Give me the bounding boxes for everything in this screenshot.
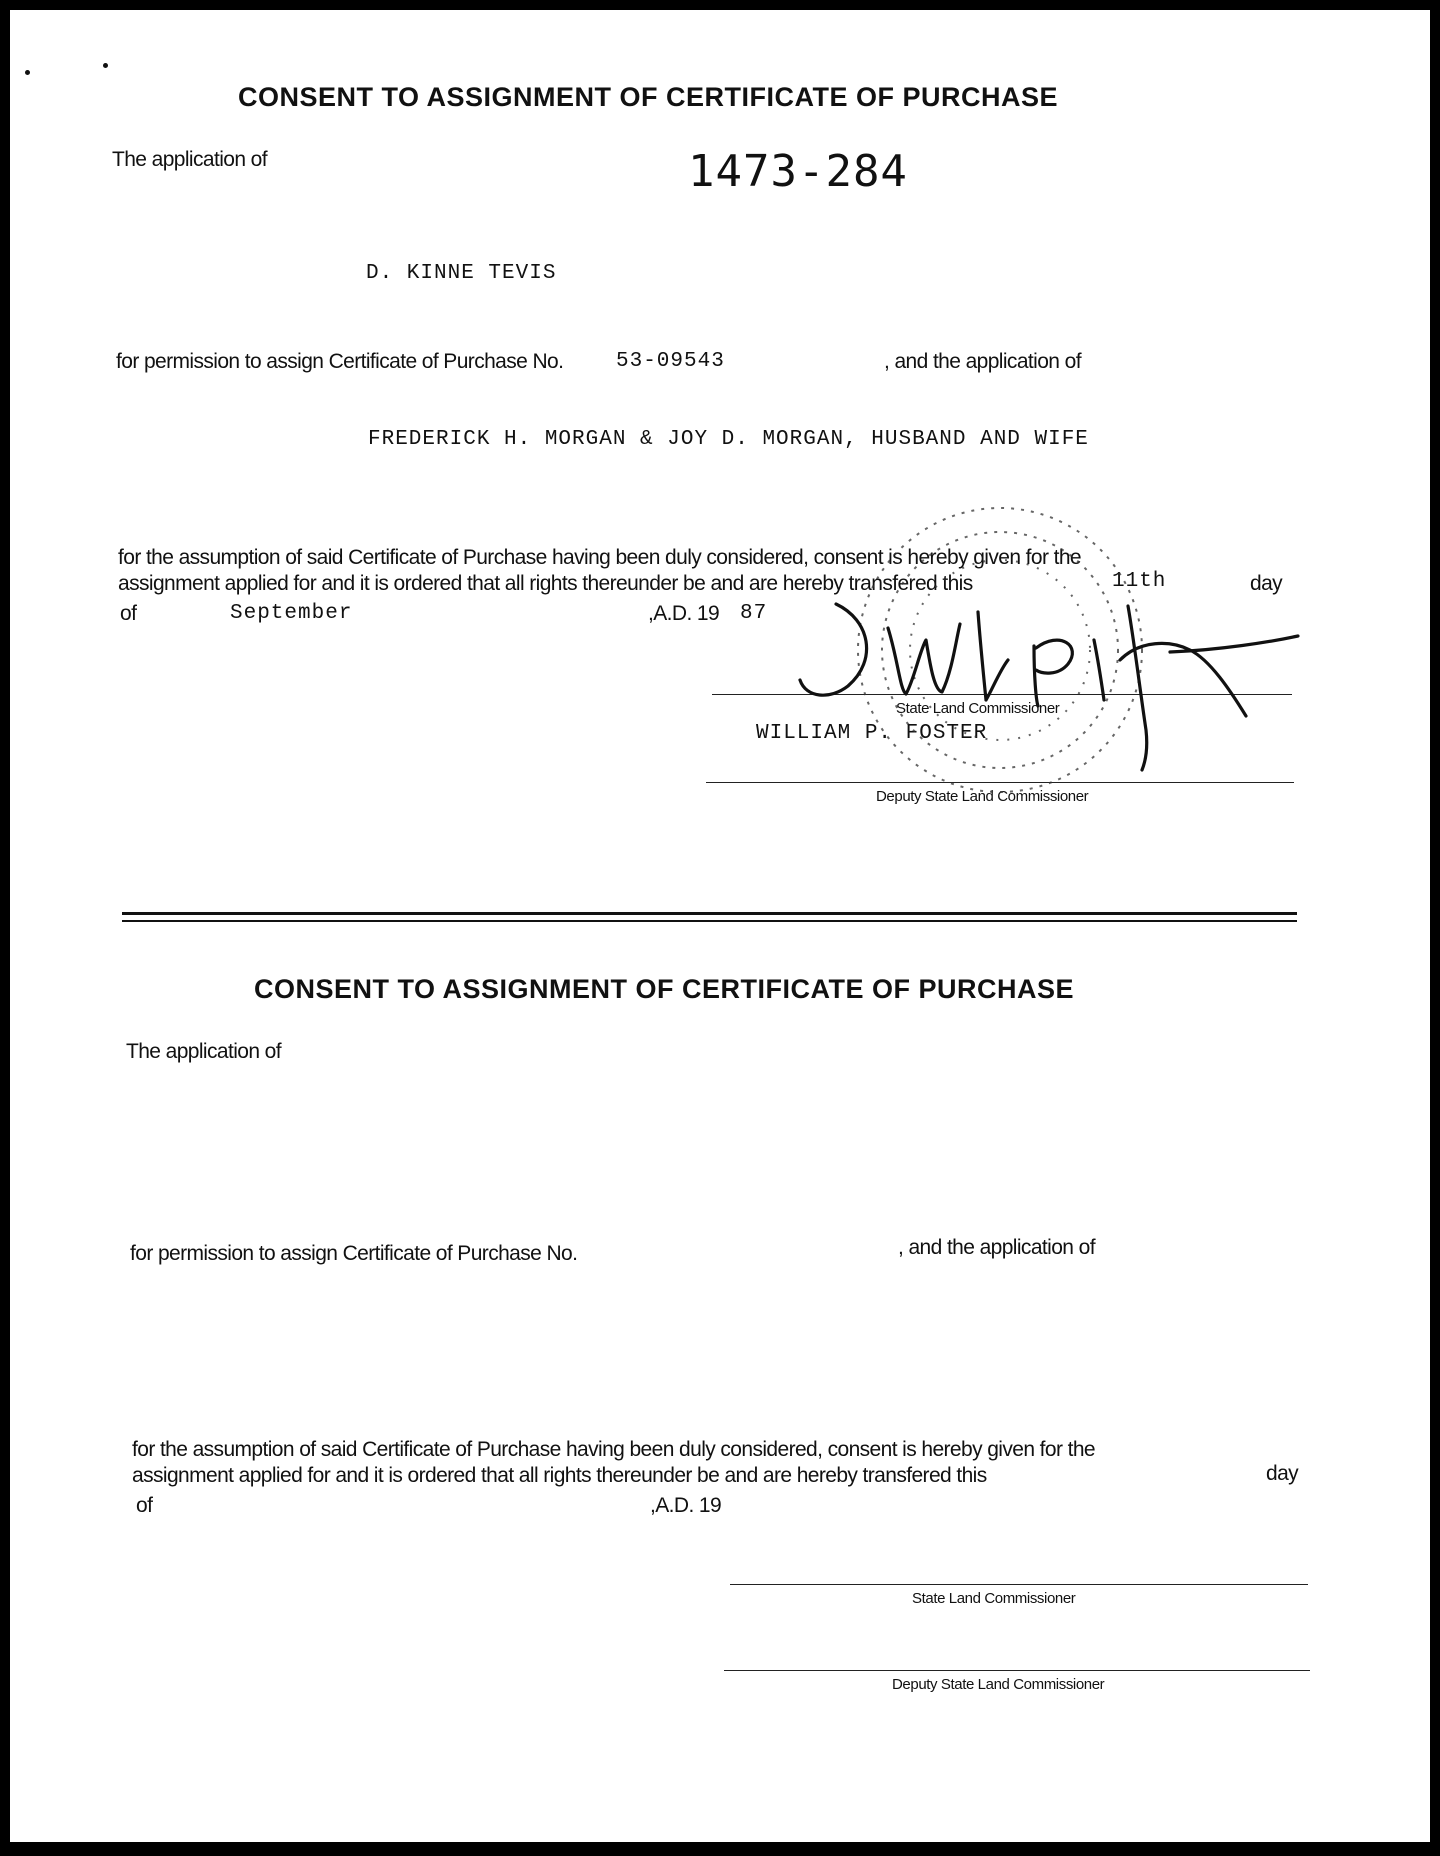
- assumption-line-1: for the assumption of said Certificate of Purchase having been duly considered, consent is hereby given for the: [132, 1438, 1095, 1461]
- assumption-line-2: assignment applied for and it is ordered that all rights thereunder be and are hereby transfered this: [132, 1464, 987, 1487]
- ad-label: ,A.D. 19: [648, 602, 720, 625]
- application-of-label: The application of: [112, 148, 267, 171]
- month-value: September: [230, 602, 353, 625]
- year-value: 87: [740, 602, 768, 625]
- official-seal: [858, 508, 1142, 792]
- ad-label: ,A.D. 19: [650, 1494, 722, 1517]
- assignees-names: FREDERICK H. MORGAN & JOY D. MORGAN, HUSBAND AND WIFE: [368, 428, 1089, 451]
- day-value: 11th: [1112, 570, 1167, 593]
- assumption-line-2: assignment applied for and it is ordered that all rights thereunder be and are hereby transfered this: [118, 572, 973, 595]
- commissioner-signature-line: [730, 1584, 1308, 1585]
- certificate-number: 53-09543: [616, 350, 725, 373]
- commissioner-label: State Land Commissioner: [896, 700, 1060, 717]
- section-divider: [122, 912, 1297, 915]
- and-application-of: , and the application of: [898, 1236, 1095, 1259]
- form-title: CONSENT TO ASSIGNMENT OF CERTIFICATE OF PURCHASE: [254, 974, 1075, 1004]
- handwritten-signature: [800, 604, 1298, 770]
- application-number: 1473-284: [688, 146, 908, 197]
- of-label: of: [136, 1494, 153, 1517]
- commissioner-label: State Land Commissioner: [912, 1590, 1076, 1607]
- assumption-line-1: for the assumption of said Certificate of Purchase having been duly considered, consent is hereby given for the: [118, 546, 1081, 569]
- day-label: day: [1250, 572, 1283, 595]
- application-of-label: The application of: [126, 1040, 281, 1063]
- permission-text: for permission to assign Certificate of Purchase No.: [130, 1242, 578, 1265]
- day-label: day: [1266, 1462, 1299, 1485]
- and-application-of: , and the application of: [884, 350, 1081, 373]
- deputy-label: Deputy State Land Commissioner: [892, 1676, 1105, 1693]
- applicant-name: D. KINNE TEVIS: [366, 262, 557, 285]
- deputy-signature-line: [724, 1670, 1310, 1671]
- form-title: CONSENT TO ASSIGNMENT OF CERTIFICATE OF PURCHASE: [238, 82, 1059, 112]
- of-label: of: [120, 602, 137, 625]
- deputy-label: Deputy State Land Commissioner: [876, 788, 1089, 805]
- typed-signatory-name: WILLIAM P. FOSTER: [756, 722, 988, 745]
- section-divider: [122, 920, 1297, 922]
- permission-text: for permission to assign Certificate of Purchase No.: [116, 350, 564, 373]
